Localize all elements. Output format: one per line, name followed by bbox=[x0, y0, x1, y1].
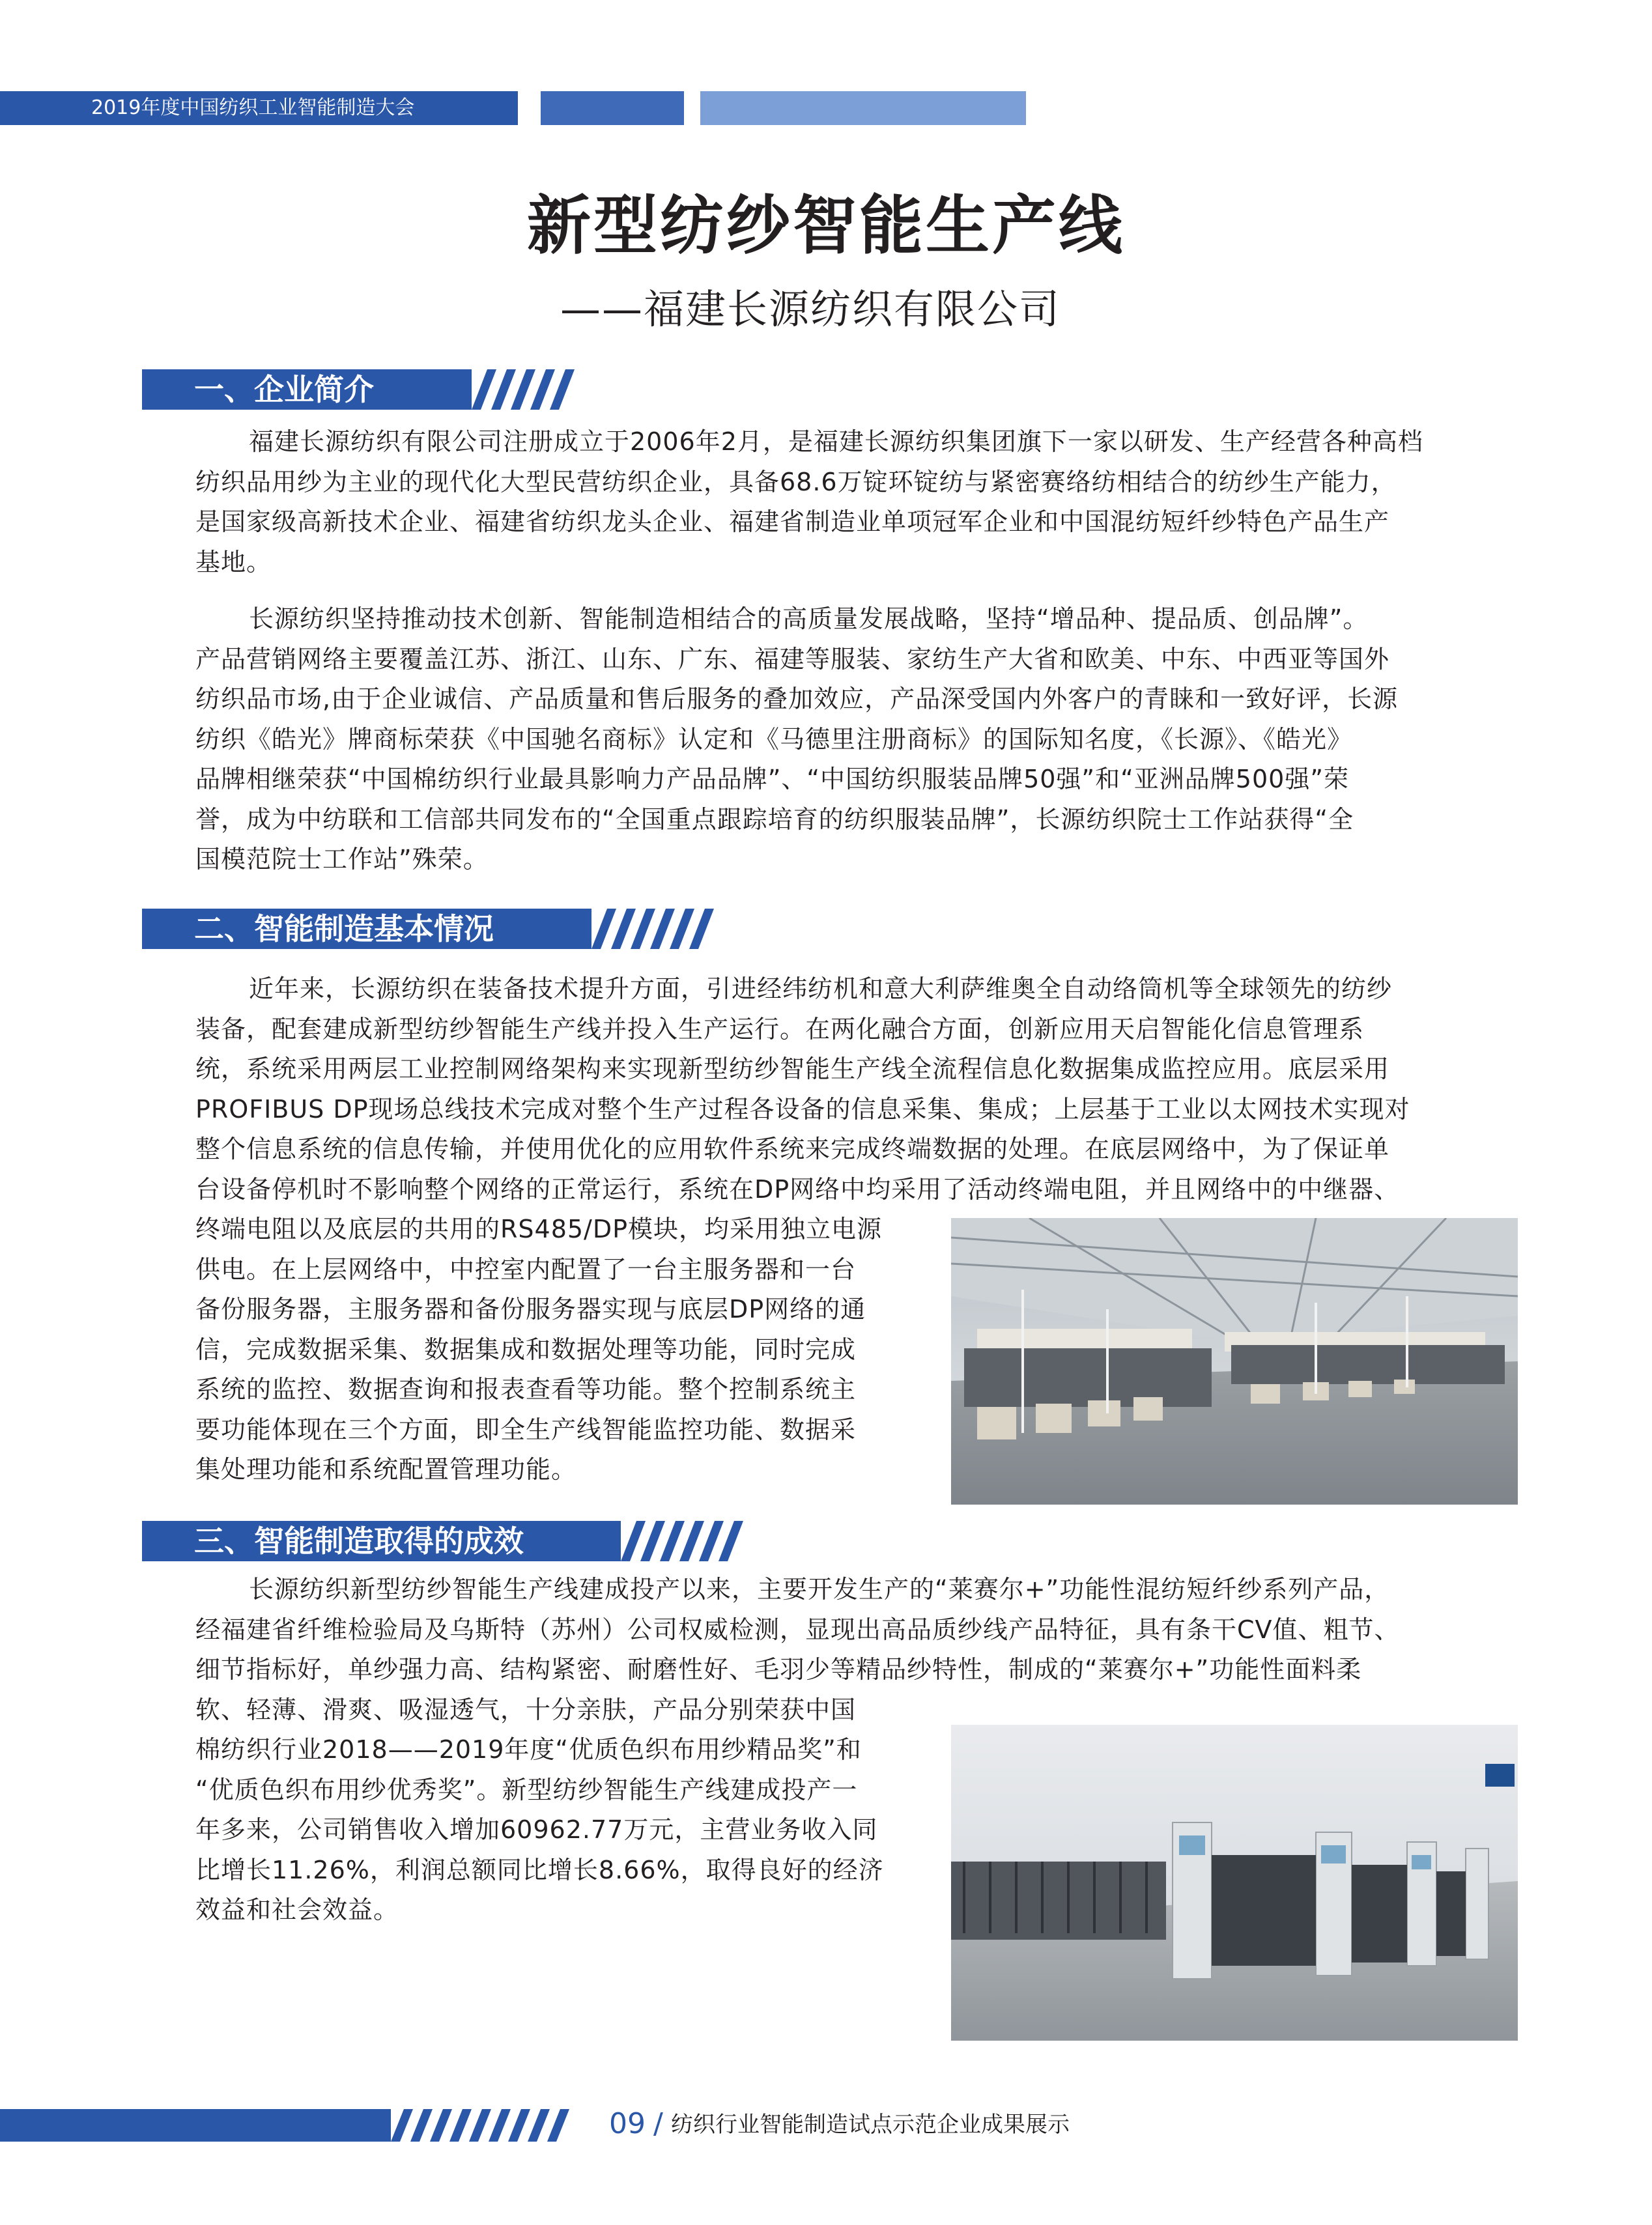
factory-photo-spinning-hall bbox=[951, 1218, 1518, 1505]
factory-photo-winding-machines bbox=[951, 1725, 1518, 2041]
section-heading-label: 二、智能制造基本情况 bbox=[194, 911, 494, 946]
conference-name: 2019年度中国纺织工业智能制造大会 bbox=[91, 96, 415, 119]
text-line: 基地。 bbox=[195, 547, 272, 576]
text-line: 产品营销网络主要覆盖江苏、浙江、山东、广东、福建等服装、家纺生产大省和欧美、中东、中西亚等国外 bbox=[195, 644, 1390, 673]
text-line: “优质色织布用纱优秀奖”。新型纺纱智能生产线建成投产一 bbox=[195, 1775, 858, 1804]
text-line: 经福建省纤维检验局及乌斯特（苏州）公司权威检测，显现出高品质纱线产品特征，具有条干CV值、粗节、 bbox=[195, 1615, 1400, 1644]
text-line: 软、轻薄、滑爽、吸湿透气，十分亲肤，产品分别荣获中国 bbox=[195, 1695, 857, 1724]
text-line: 棉纺织行业2018——2019年度“优质色织布用纱精品奖”和 bbox=[195, 1735, 862, 1764]
footer-separator: / bbox=[653, 2107, 663, 2140]
text-line: 装备，配套建成新型纺纱智能生产线并投入生产运行。在两化融合方面，创新应用天启智能化信息管理系 bbox=[195, 1014, 1365, 1043]
stripe-decor-icon bbox=[581, 909, 718, 949]
text-line: 效益和社会效益。 bbox=[195, 1895, 399, 1924]
text-line: 整个信息系统的信息传输，并使用优化的应用软件系统来完成终端数据的处理。在底层网络中，为了保证单 bbox=[195, 1135, 1390, 1163]
footer-caption: 纺织行业智能制造试点示范企业成果展示 bbox=[671, 2112, 1070, 2138]
page-number: 09 bbox=[609, 2107, 646, 2140]
text-line: 供电。在上层网络中，中控室内配置了一台主服务器和一台 bbox=[195, 1254, 857, 1284]
page-subtitle: ——福建长源纺织有限公司 bbox=[560, 285, 1061, 333]
text-line: 集处理功能和系统配置管理功能。 bbox=[195, 1455, 577, 1484]
header-decor-block bbox=[700, 91, 1026, 125]
text-line: 国模范院士工作站”殊荣。 bbox=[195, 845, 489, 873]
text-line: 要功能体现在三个方面，即全生产线智能监控功能、数据采 bbox=[195, 1415, 857, 1444]
text-line: 统，系统采用两层工业控制网络架构来实现新型纺纱智能生产线全流程信息化数据集成监控应用。底层采用 bbox=[195, 1055, 1390, 1083]
text-line: 长源纺织坚持推动技术创新、智能制造相结合的高质量发展战略，坚持“增品种、提品质、创品牌”。 bbox=[249, 604, 1369, 633]
text-line: 备份服务器，主服务器和备份服务器实现与底层DP网络的通 bbox=[195, 1295, 866, 1324]
section-1-paragraph-1 bbox=[195, 422, 1518, 582]
text-line: 年多来，公司销售收入增加60962.77万元，主营业务收入同 bbox=[195, 1815, 878, 1844]
text-line: 誉，成为中纺联和工信部共同发布的“全国重点跟踪培育的纺织服装品牌”，长源纺织院士工作站获得“全 bbox=[195, 804, 1354, 834]
text-line: 纺织《皓光》牌商标荣获《中国驰名商标》认定和《马德里注册商标》的国际知名度，《长源》、《皓光》 bbox=[195, 724, 1353, 754]
header-decor-block bbox=[541, 91, 684, 125]
text-line: 福建长源纺织有限公司注册成立于2006年2月，是福建长源纺织集团旗下一家以研发、生产经营各种高档 bbox=[249, 427, 1423, 456]
text-line: 近年来，长源纺织在装备技术提升方面，引进经纬纺机和意大利萨维奥全自动络筒机等全球领先的纺纱 bbox=[249, 974, 1393, 1003]
text-line: 品牌相继荣获“中国棉纺织行业最具影响力产品品牌”、“中国纺织服装品牌50强”和“亚洲品牌500强”荣 bbox=[195, 765, 1350, 793]
text-line: 台设备停机时不影响整个网络的正常运行，系统在DP网络中均采用了活动终端电阻，并且网络中的中继器、 bbox=[195, 1174, 1400, 1204]
footer-stripe-decor-icon bbox=[384, 2109, 580, 2142]
text-line: 细节指标好，单纱强力高、结构紧密、耐磨性好、毛羽少等精品纱特性，制成的“莱赛尔+”功能性面料柔 bbox=[195, 1655, 1362, 1684]
text-line: 纺织品用纱为主业的现代化大型民营纺织企业，具备68.6万锭环锭纺与紧密赛络纺相结合的纺纱生产能力， bbox=[195, 467, 1397, 496]
text-line: 信，完成数据采集、数据集成和数据处理等功能，同时完成 bbox=[195, 1335, 857, 1364]
section-heading-label: 一、企业简介 bbox=[194, 372, 374, 407]
text-line: 终端电阻以及底层的共用的RS485/DP模块，均采用独立电源 bbox=[195, 1215, 883, 1243]
stripe-decor-icon bbox=[461, 369, 585, 410]
stripe-decor-icon bbox=[610, 1521, 747, 1561]
text-line: 比增长11.26%，利润总额同比增长8.66%，取得良好的经济 bbox=[195, 1855, 884, 1884]
footer-bar bbox=[0, 2109, 391, 2142]
section-heading-label: 三、智能制造取得的成效 bbox=[194, 1523, 524, 1559]
text-line: 系统的监控、数据查询和报表查看等功能。整个控制系统主 bbox=[195, 1375, 857, 1404]
page-title: 新型纺纱智能生产线 bbox=[526, 189, 1125, 263]
text-line: 纺织品市场,由于企业诚信、产品质量和售后服务的叠加效应，产品深受国内外客户的青睐和一致好评，长源 bbox=[195, 685, 1399, 713]
text-line: PROFIBUS DP现场总线技术完成对整个生产过程各设备的信息采集、集成；上层基于工业以太网技术实现对 bbox=[195, 1094, 1410, 1124]
text-line: 是国家级高新技术企业、福建省纺织龙头企业、福建省制造业单项冠军企业和中国混纺短纤纱特色产品生产 bbox=[195, 507, 1390, 536]
section-1-paragraph-2 bbox=[195, 599, 1518, 880]
text-line: 长源纺织新型纺纱智能生产线建成投产以来，主要开发生产的“莱赛尔+”功能性混纺短纤纱系列产品， bbox=[249, 1575, 1390, 1604]
